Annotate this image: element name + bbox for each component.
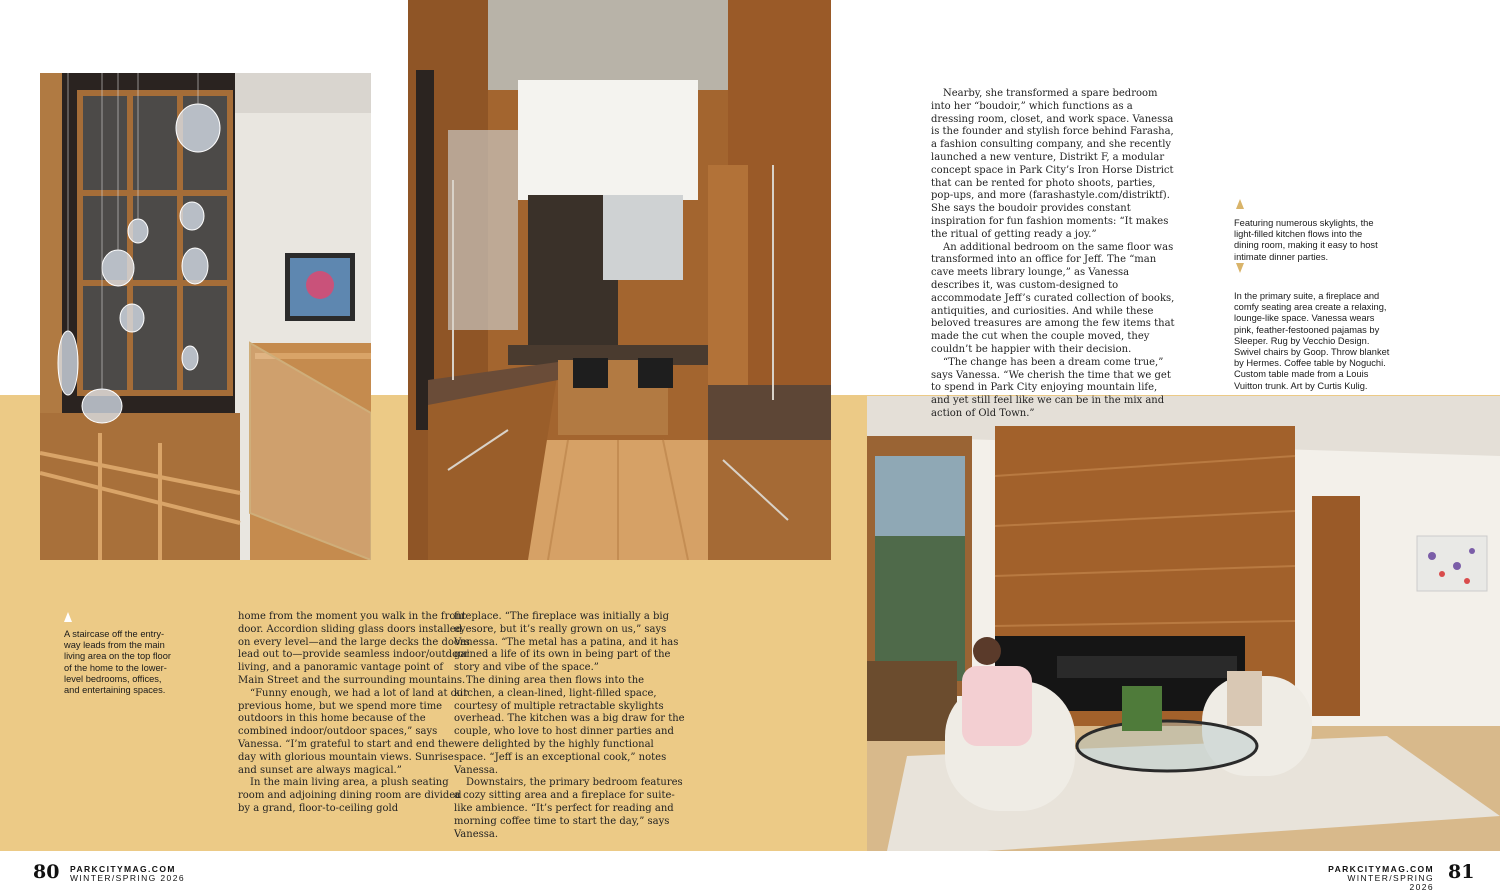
folio-issue: WINTER/SPRING 2026 [70,873,185,883]
folio-right [1322,865,1434,892]
article-paragraph: In the main living area, a plush seating room and adjoining dining room are divided by a grand, floor-to-ceiling gold [238,777,462,814]
article-paragraph: The dining area then flows into the kitchen, a clean-lined, light-filled space, courtesy of multiple retractable skylights overhead. The kitchen was a big draw for the couple, who love to host dinner parties and were delighted by the highly functional space. “Jeff is an exceptional cook,” notes Vanessa. [454,674,685,776]
article-paragraph: home from the moment you walk in the front door. Accordion sliding glass doors installed on every level—and the large decks the doors lead out to—provide seamless indoor/outdoor living, and a panoramic vantage point of Main Street and the surrounding mountains. [238,611,470,686]
bedroom-photo [867,396,1500,851]
staircase-caption: A staircase off the entry-way leads from the main living area on the top floor of the home to the lower-level bedrooms, offices, and entertaining spaces. [64,629,171,696]
caption-pointer-left-icon [1236,199,1244,209]
folio-site: PARKCITYMAG.COM [70,864,176,874]
kitchen-illustration [408,0,831,560]
article-paragraph: “Funny enough, we had a lot of land at our previous home, but we spend more time outdoors in this home because of the combined indoor/outdoor spaces,” says Vanessa. “I’m grateful to start and end the day with glorious mountain views. Sunrise and sunset are always magical.” [238,687,468,776]
caption-pointer-down-icon [1236,263,1244,273]
article-column-1 [238,611,470,816]
staircase-illustration [40,73,371,560]
article-paragraph: Nearby, she transformed a spare bedroom into her “boudoir,” which functions as a dressing room, closet, and work space. Vanessa is the founder and stylish force behind Farasha, a fashion consulting company, and she recently launched a new venture, Distrikt F, a modular concept space in Park City’s Iron Horse District that can be rented for photo shoots, parties, pop-ups, and more (farashastyle.com/distriktf). She says the boudoir provides constant inspiration for fun fashion moments: “It makes the ritual of getting ready a joy.” [931,88,1174,240]
kitchen-photo [408,0,831,560]
caption-pointer-up-icon [64,612,72,622]
page-number-right: 81 [1448,861,1475,883]
footer-strip [0,851,1500,890]
folio-issue: WINTER/SPRING 2026 [1347,873,1434,892]
article-paragraph: “The change has been a dream come true,” says Vanessa. “We cherish the time that we get to spend in Park City enjoying mountain life, and yet still feel like we can be in the mix and action of Old Town.” [931,356,1171,419]
folio-site: PARKCITYMAG.COM [1328,864,1434,874]
article-paragraph: fireplace. “The fireplace was initially a big eyesore, but it’s really grown on us,” says Vanessa. “The metal has a patina, and it has gained a life of its own in being part of the story and vibe of the space.” [454,611,679,674]
article-paragraph: Downstairs, the primary bedroom features a cozy sitting area and a fireplace for suite-like ambience. “It’s perfect for reading and morning coffee time to start the day,” says Vanessa. [454,777,683,840]
article-column-3 [931,88,1179,421]
article-column-2 [454,611,686,841]
folio-left [70,865,185,883]
article-paragraph: An additional bedroom on the same floor was transformed into an office for Jeff. The “man cave meets library lounge,” as Vanessa describes it, was custom-designed to accommodate Jeff’s curated collection of books, antiquities, and curiosities. And while these beloved treasures are among the few items that made the cut when the couple moved, they couldn’t be happier with their decision. [931,241,1175,355]
suite-caption: In the primary suite, a fireplace and comfy seating area create a relaxing, lounge-like space. Vanessa wears pink, feather-festooned pajamas by Sleeper. Rug by Vecchio Design. Swivel chairs by Goop. Throw blanket by Hermes. Coffee table by Noguchi. Custom table made from a Louis Vuitton trunk. Art by Curtis Kulig. [1234,291,1390,391]
staircase-photo [40,73,371,560]
bedroom-illustration [867,396,1500,851]
page-number-left: 80 [33,861,60,883]
kitchen-caption: Featuring numerous skylights, the light-filled kitchen flows into the dining room, making it easy to host intimate dinner parties. [1234,218,1378,262]
